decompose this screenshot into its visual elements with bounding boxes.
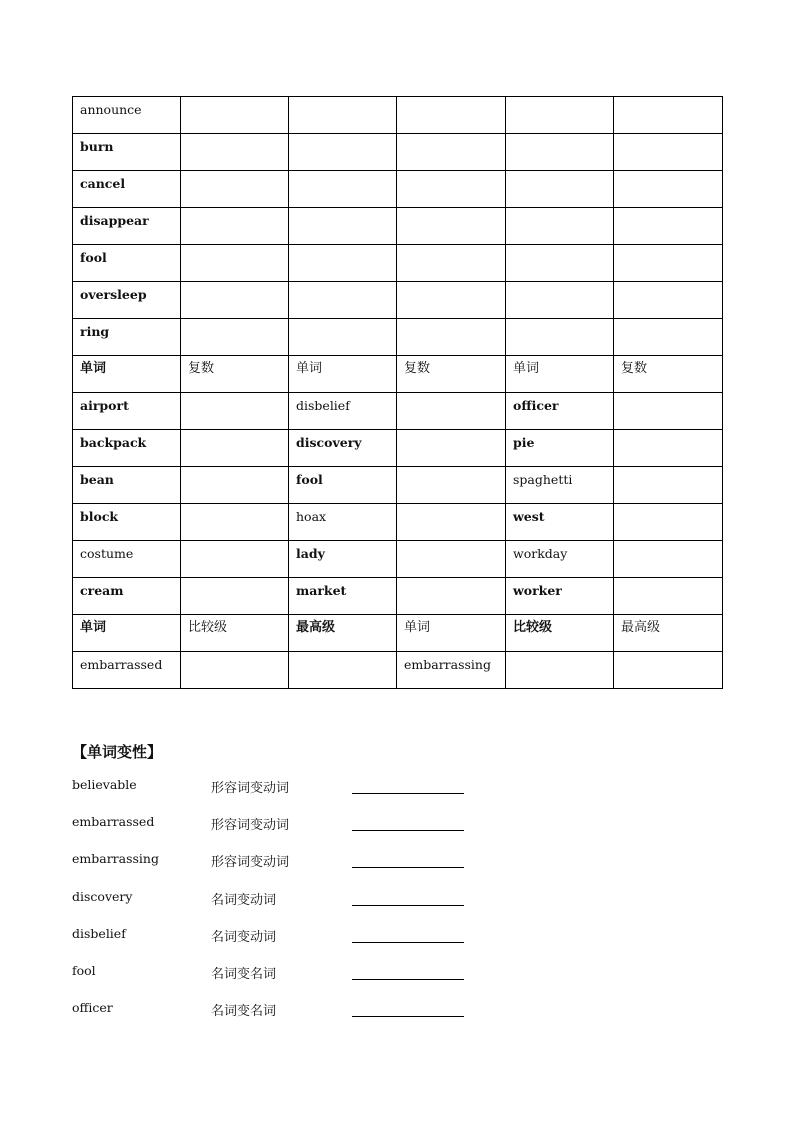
conversion-type: 名词变名词 <box>211 1004 277 1020</box>
cell-text <box>404 430 505 435</box>
table-cell <box>289 504 397 541</box>
cell-text <box>188 578 288 583</box>
answer-blank-cell[interactable] <box>181 393 289 430</box>
cell-text: worker <box>513 583 562 598</box>
table-row <box>73 356 723 393</box>
cell-text <box>188 393 288 398</box>
cell-text: 单词 <box>296 361 323 376</box>
cell-text <box>188 208 288 213</box>
table-cell <box>506 615 614 652</box>
table-cell <box>181 615 289 652</box>
cell-text: 比较级 <box>513 620 553 635</box>
answer-blank-cell[interactable] <box>181 319 289 356</box>
cell-text <box>513 282 613 287</box>
answer-blank-cell[interactable] <box>506 134 614 171</box>
answer-blank-cell[interactable] <box>181 578 289 615</box>
cell-text: lady <box>296 546 325 561</box>
table-row <box>73 541 723 578</box>
cell-text: 复数 <box>404 361 431 376</box>
answer-blank-cell[interactable] <box>397 245 506 282</box>
answer-blank-cell[interactable] <box>614 578 723 615</box>
conversion-word: officer <box>72 1000 113 1016</box>
answer-blank-cell[interactable] <box>289 282 397 319</box>
answer-blank-cell[interactable] <box>289 652 397 689</box>
table-row <box>73 430 723 467</box>
answer-blank-line[interactable] <box>352 979 464 980</box>
answer-blank-cell[interactable] <box>181 504 289 541</box>
table-row <box>73 578 723 615</box>
conversion-word: embarrassed <box>72 814 155 830</box>
cell-text <box>188 245 288 250</box>
answer-blank-cell[interactable] <box>614 430 723 467</box>
conversion-word: believable <box>72 777 137 792</box>
cell-text <box>621 171 722 176</box>
cell-text <box>404 319 505 324</box>
cell-text: airport <box>80 398 129 413</box>
table-cell <box>506 504 614 541</box>
vocabulary-table <box>72 96 723 689</box>
cell-text <box>621 319 722 324</box>
conversion-type: 形容词变动词 <box>211 781 290 796</box>
table-cell <box>73 134 181 171</box>
cell-text: burn <box>80 139 114 154</box>
cell-text <box>404 541 505 546</box>
answer-blank-cell[interactable] <box>397 393 506 430</box>
answer-blank-cell[interactable] <box>181 467 289 504</box>
cell-text <box>296 282 396 287</box>
table-row <box>73 134 723 171</box>
cell-text: fool <box>80 250 107 265</box>
conversion-row <box>72 926 532 946</box>
cell-text <box>188 541 288 546</box>
cell-text <box>404 171 505 176</box>
answer-blank-cell[interactable] <box>614 208 723 245</box>
answer-blank-line[interactable] <box>352 793 464 794</box>
cell-text: disappear <box>80 213 149 228</box>
answer-blank-line[interactable] <box>352 942 464 943</box>
cell-text: 复数 <box>621 361 648 376</box>
table-cell <box>289 541 397 578</box>
table-cell <box>506 467 614 504</box>
cell-text: west <box>513 509 545 524</box>
cell-text: embarrassed <box>80 657 163 672</box>
table-row <box>73 245 723 282</box>
cell-text: 单词 <box>80 620 107 635</box>
table-cell <box>73 393 181 430</box>
table-row <box>73 171 723 208</box>
cell-text: backpack <box>80 435 147 450</box>
table-row <box>73 208 723 245</box>
conversion-row <box>72 777 532 797</box>
cell-text <box>621 578 722 583</box>
cell-text <box>513 319 613 324</box>
answer-blank-cell[interactable] <box>181 208 289 245</box>
cell-text <box>296 319 396 324</box>
cell-text: officer <box>513 398 559 413</box>
conversion-word: embarrassing <box>72 851 159 867</box>
answer-blank-cell[interactable] <box>181 652 289 689</box>
cell-text <box>513 245 613 250</box>
cell-text <box>404 245 505 250</box>
answer-blank-cell[interactable] <box>289 208 397 245</box>
table-cell <box>289 356 397 393</box>
cell-text <box>188 430 288 435</box>
answer-blank-cell[interactable] <box>614 652 723 689</box>
cell-text <box>188 652 288 657</box>
cell-text: workday <box>513 546 568 561</box>
cell-text: market <box>296 583 347 598</box>
table-cell <box>73 541 181 578</box>
cell-text: ring <box>80 324 110 339</box>
cell-text: cream <box>80 583 124 598</box>
table-cell <box>289 467 397 504</box>
cell-text <box>513 97 613 102</box>
answer-blank-cell[interactable] <box>397 578 506 615</box>
cell-text <box>296 208 396 213</box>
cell-text <box>296 97 396 102</box>
cell-text <box>621 430 722 435</box>
cell-text <box>404 282 505 287</box>
cell-text <box>404 578 505 583</box>
table-row <box>73 652 723 689</box>
cell-text: spaghetti <box>513 472 573 487</box>
cell-text: 最高级 <box>621 620 661 635</box>
answer-blank-cell[interactable] <box>181 541 289 578</box>
cell-text <box>404 467 505 472</box>
cell-text <box>513 134 613 139</box>
table-cell <box>397 356 506 393</box>
answer-blank-cell[interactable] <box>289 97 397 134</box>
answer-blank-cell[interactable] <box>506 652 614 689</box>
cell-text: 单词 <box>80 361 107 376</box>
cell-text: pie <box>513 435 535 450</box>
table-cell <box>73 245 181 282</box>
table-cell <box>73 430 181 467</box>
cell-text <box>296 245 396 250</box>
answer-blank-cell[interactable] <box>614 467 723 504</box>
answer-blank-cell[interactable] <box>397 541 506 578</box>
answer-blank-cell[interactable] <box>614 245 723 282</box>
conversion-type: 形容词变动词 <box>211 855 290 871</box>
cell-text <box>621 97 722 102</box>
cell-text <box>621 134 722 139</box>
cell-text <box>621 393 722 398</box>
cell-text <box>188 504 288 509</box>
table-row <box>73 97 723 134</box>
answer-blank-cell[interactable] <box>506 208 614 245</box>
answer-blank-cell[interactable] <box>289 171 397 208</box>
cell-text: discovery <box>296 435 362 450</box>
answer-blank-cell[interactable] <box>397 208 506 245</box>
table-cell <box>73 208 181 245</box>
cell-text <box>188 171 288 176</box>
answer-blank-cell[interactable] <box>506 245 614 282</box>
answer-blank-cell[interactable] <box>181 134 289 171</box>
table-cell <box>397 652 506 689</box>
cell-text: 最高级 <box>296 620 336 635</box>
answer-blank-cell[interactable] <box>181 171 289 208</box>
cell-text <box>621 652 722 657</box>
answer-blank-cell[interactable] <box>181 245 289 282</box>
answer-blank-cell[interactable] <box>614 393 723 430</box>
table-cell <box>73 504 181 541</box>
cell-text <box>296 652 396 657</box>
cell-text <box>404 134 505 139</box>
conversion-row <box>72 889 532 909</box>
answer-blank-cell[interactable] <box>614 541 723 578</box>
answer-blank-line[interactable] <box>352 1016 464 1017</box>
answer-blank-line[interactable] <box>352 830 464 831</box>
answer-blank-cell[interactable] <box>289 319 397 356</box>
answer-blank-cell[interactable] <box>181 97 289 134</box>
cell-text <box>513 208 613 213</box>
cell-text: announce <box>80 102 142 117</box>
answer-blank-cell[interactable] <box>614 282 723 319</box>
answer-blank-cell[interactable] <box>506 171 614 208</box>
answer-blank-line[interactable] <box>352 905 464 906</box>
cell-text <box>513 652 613 657</box>
cell-text <box>188 97 288 102</box>
table-cell <box>614 615 723 652</box>
cell-text <box>404 393 505 398</box>
conversion-word: discovery <box>72 888 133 904</box>
table-cell <box>73 467 181 504</box>
answer-blank-cell[interactable] <box>181 282 289 319</box>
cell-text <box>296 134 396 139</box>
answer-blank-cell[interactable] <box>397 134 506 171</box>
table-cell <box>181 356 289 393</box>
table-row <box>73 504 723 541</box>
table-row <box>73 319 723 356</box>
cell-text: 单词 <box>404 620 431 635</box>
cell-text <box>621 504 722 509</box>
answer-blank-cell[interactable] <box>614 504 723 541</box>
cell-text <box>621 467 722 472</box>
table-cell <box>506 430 614 467</box>
table-row <box>73 393 723 430</box>
cell-text: 复数 <box>188 361 215 376</box>
answer-blank-cell[interactable] <box>614 134 723 171</box>
cell-text <box>621 208 722 213</box>
cell-text <box>404 97 505 102</box>
table-cell <box>289 615 397 652</box>
cell-text <box>188 467 288 472</box>
table-cell <box>397 615 506 652</box>
cell-text <box>188 282 288 287</box>
cell-text: oversleep <box>80 287 147 302</box>
table-cell <box>289 393 397 430</box>
table-row <box>73 615 723 652</box>
answer-blank-cell[interactable] <box>506 282 614 319</box>
vocabulary-table-body <box>73 97 723 689</box>
cell-text <box>404 208 505 213</box>
answer-blank-cell[interactable] <box>614 97 723 134</box>
table-cell <box>73 356 181 393</box>
cell-text <box>621 282 722 287</box>
conversion-row <box>72 814 532 834</box>
cell-text: 比较级 <box>188 620 228 635</box>
cell-text: block <box>80 509 119 524</box>
answer-blank-cell[interactable] <box>506 97 614 134</box>
answer-blank-cell[interactable] <box>614 319 723 356</box>
answer-blank-cell[interactable] <box>397 504 506 541</box>
answer-blank-cell[interactable] <box>289 245 397 282</box>
table-cell <box>289 578 397 615</box>
answer-blank-cell[interactable] <box>397 319 506 356</box>
conversion-word: fool <box>72 963 96 978</box>
cell-text: fool <box>296 472 323 487</box>
table-cell <box>73 652 181 689</box>
table-row <box>73 467 723 504</box>
cell-text <box>404 504 505 509</box>
answer-blank-cell[interactable] <box>181 430 289 467</box>
table-cell <box>506 393 614 430</box>
table-cell <box>506 541 614 578</box>
answer-blank-cell[interactable] <box>289 134 397 171</box>
table-cell <box>614 356 723 393</box>
conversion-type: 名词变动词 <box>211 892 277 908</box>
table-row <box>73 282 723 319</box>
conversion-row <box>72 851 532 871</box>
cell-text: bean <box>80 472 114 487</box>
table-cell <box>506 578 614 615</box>
cell-text <box>296 171 396 176</box>
section-title: 【单词变性】 <box>72 743 163 761</box>
answer-blank-cell[interactable] <box>397 282 506 319</box>
answer-blank-cell[interactable] <box>614 171 723 208</box>
cell-text: hoax <box>296 509 327 524</box>
conversion-row <box>72 1000 532 1020</box>
conversion-word: disbelief <box>72 925 126 941</box>
table-cell <box>73 171 181 208</box>
table-cell <box>73 578 181 615</box>
table-cell <box>73 282 181 319</box>
cell-text <box>188 319 288 324</box>
answer-blank-cell[interactable] <box>397 171 506 208</box>
table-cell <box>289 430 397 467</box>
table-cell <box>73 97 181 134</box>
cell-text: 单词 <box>513 361 540 376</box>
cell-text <box>621 245 722 250</box>
answer-blank-cell[interactable] <box>397 467 506 504</box>
table-cell <box>506 356 614 393</box>
cell-text <box>513 171 613 176</box>
cell-text: costume <box>80 546 134 561</box>
answer-blank-cell[interactable] <box>397 97 506 134</box>
answer-blank-cell[interactable] <box>397 430 506 467</box>
cell-text: disbelief <box>296 398 350 413</box>
answer-blank-cell[interactable] <box>506 319 614 356</box>
cell-text <box>621 541 722 546</box>
cell-text <box>188 134 288 139</box>
conversion-type: 形容词变动词 <box>211 818 290 834</box>
table-cell <box>73 615 181 652</box>
answer-blank-line[interactable] <box>352 867 464 868</box>
cell-text: embarrassing <box>404 657 491 672</box>
cell-text: cancel <box>80 176 126 191</box>
conversion-row <box>72 963 532 983</box>
conversion-type: 名词变动词 <box>211 929 277 945</box>
conversion-type: 名词变名词 <box>211 967 277 982</box>
table-cell <box>73 319 181 356</box>
